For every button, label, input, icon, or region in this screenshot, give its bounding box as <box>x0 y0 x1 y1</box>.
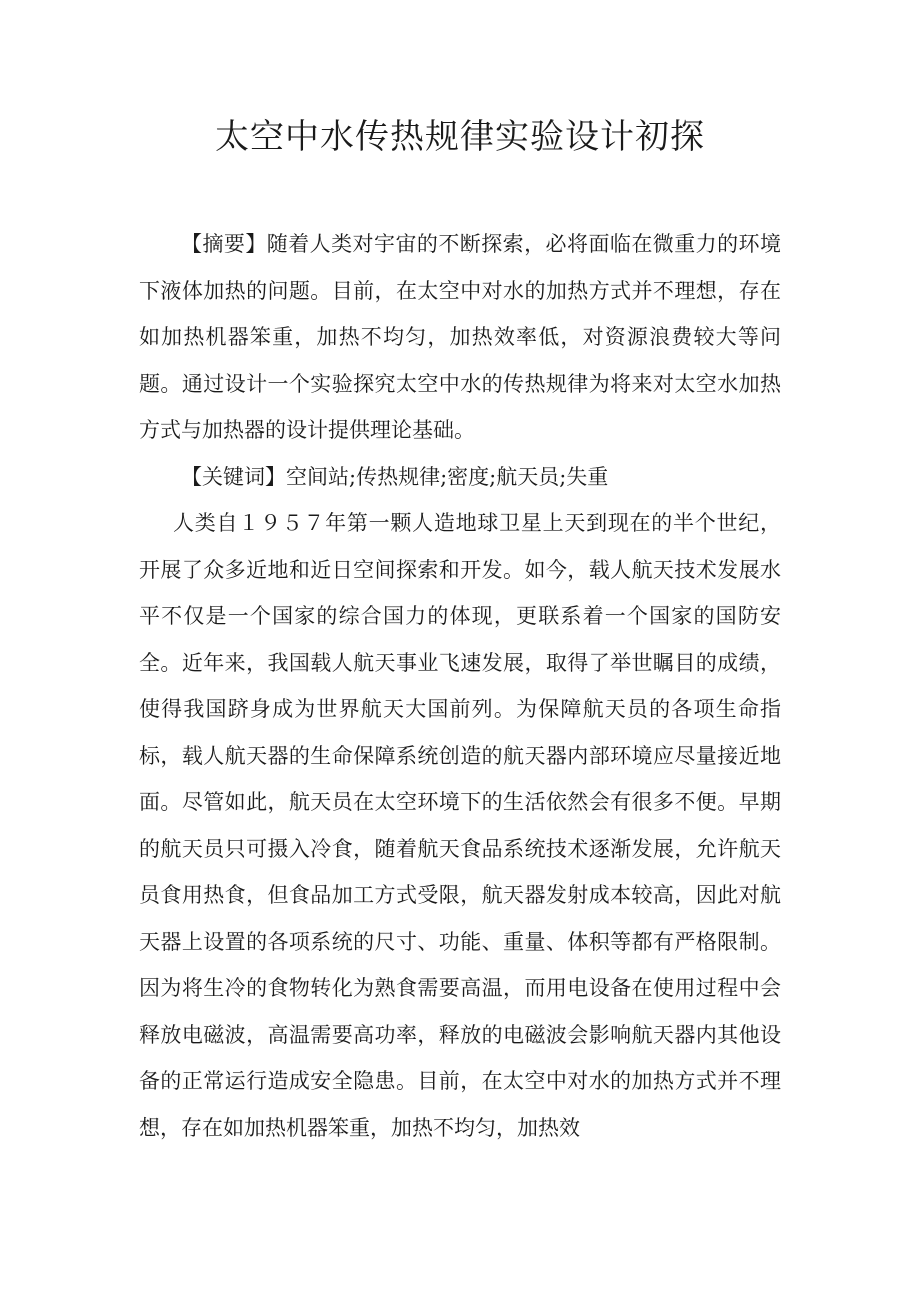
document-body <box>139 221 781 1151</box>
abstract-text: 随着人类对宇宙的不断探索，必将面临在微重力的环境下液体加热的问题。目前，在太空中对水的加热方式并不理想，存在如加热机器笨重，加热不均匀，加热效率低，对资源浪费较大等问题。通过设计一个实验探究太空中水的传热规律为将来对太空水加热方式与加热器的设计提供理论基础。 <box>139 232 782 442</box>
keywords-text: 空间站;传热规律;密度;航天员;失重 <box>286 464 609 489</box>
keywords-paragraph <box>139 454 781 501</box>
document-title: 太空中水传热规律实验设计初探 <box>215 117 705 157</box>
abstract-paragraph <box>139 221 781 454</box>
body-paragraph: 人类自１９５７年第一颗人造地球卫星上天到现在的半个世纪，开展了众多近地和近日空间探索和开发。如今，载人航天技术发展水平不仅是一个国家的综合国力的体现，更联系着一个国家的国防安全。近年来，我国载人航天事业飞速发展，取得了举世瞩目的成绩，使得我国跻身成为世界航天大国前列。为保障航天员的各项生命指标，载人航天器的生命保障系统创造的航天器内部环境应尽量接近地面。尽管如此，航天员在太空环境下的生活依然会有很多不便。早期的航天员只可摄入冷食，随着航天食品系统技术逐渐发展，允许航天员食用热食，但食品加工方式受限，航天器发射成本较高，因此对航天器上设置的各项系统的尺寸、功能、重量、体积等都有严格限制。因为将生冷的食物转化为熟食需要高温，而用电设备在使用过程中会释放电磁波，高温需要高功率，释放的电磁波会影响航天器内其他设备的正常运行造成安全隐患。目前，在太空中对水的加热方式并不理想，存在如加热机器笨重，加热不均匀，加热效 <box>139 511 781 1140</box>
keywords-label: 【关键词】 <box>181 464 286 489</box>
abstract-label: 【摘要】 <box>181 232 267 256</box>
